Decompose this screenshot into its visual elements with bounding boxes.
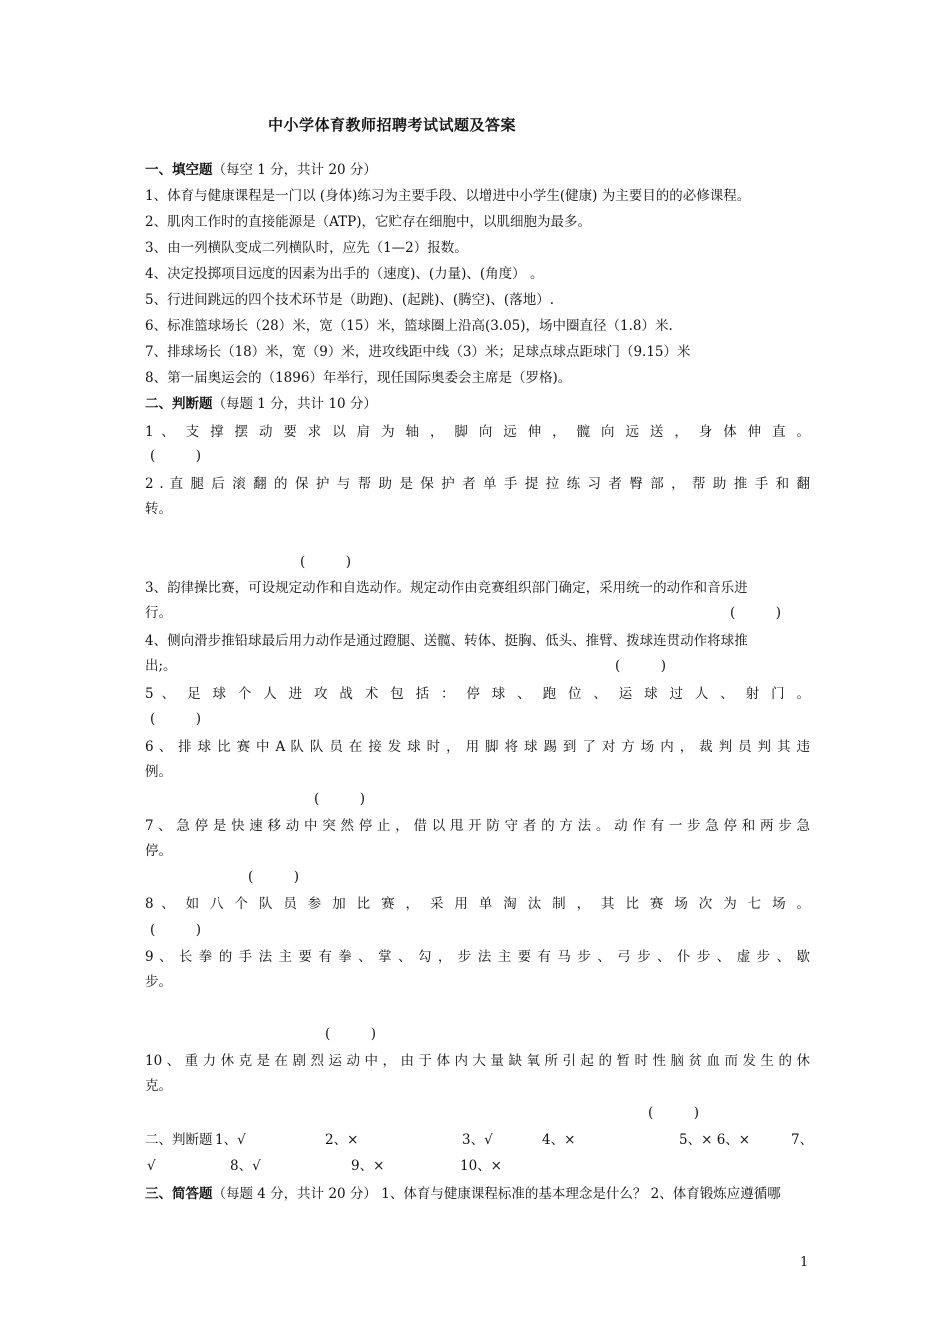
judge-question-7: 7 、 急 停 是 快 速 移 动 中 突 然 停 止 ， 借 以 甩 开 防 守 者 的 方 法 。 动 作 有 一 步 急 停 和 两 步 急 xyxy=(145,818,810,834)
section1-header xyxy=(145,160,377,180)
answer-blank-2: ( ) xyxy=(300,554,352,570)
section2-header xyxy=(145,394,377,414)
answer-10: 10、× xyxy=(460,1158,502,1174)
answer-blank-6: ( ) xyxy=(314,791,366,807)
answer-blank-1: ( ) xyxy=(150,448,202,464)
judge-question-3: 3、韵律操比赛，可设规定动作和自选动作。规定动作由竞赛组织部门确定，采用统一的动作和音乐进 xyxy=(145,580,748,596)
fill-question-4: 4、决定投掷项目远度的因素为出手的（速度)、(力量)、(角度） 。 xyxy=(145,266,544,282)
answer-4: 4、× xyxy=(542,1132,576,1148)
answer-7-mark: √ xyxy=(147,1158,156,1174)
answer-blank-8: ( ) xyxy=(150,922,202,938)
section3-note: （每题 4 分，共计 20 分） xyxy=(212,1186,377,1202)
section3-line xyxy=(145,1184,781,1204)
judge-question-2-cont: 转。 xyxy=(145,501,172,517)
judge-question-2: 2 . 直 腿 后 滚 翻 的 保 护 与 帮 助 是 保 护 者 单 手 提 拉 练 习 者 臀 部 ， 帮 助 推 手 和 翻 xyxy=(145,476,810,492)
document-title: 中小学体育教师招聘考试试题及答案 xyxy=(268,116,517,134)
judge-question-10: 10 、 重 力 休 克 是 在 剧 烈 运 动 中 ， 由 于 体 内 大 量 缺 氧 所 引 起 的 暂 时 性 脑 贫 血 而 发 生 的 休 xyxy=(145,1053,810,1069)
judge-question-5: 5 、 足 球 个 人 进 攻 战 术 包 括 ： 停 球 、 跑 位 、 运 球 过 人 、 射 门 。 xyxy=(145,686,810,702)
answer-9: 9、× xyxy=(351,1158,385,1174)
answer-2: 2、× xyxy=(325,1132,359,1148)
judge-question-4-cont: 出;。 xyxy=(145,658,177,674)
answer-blank-5: ( ) xyxy=(150,711,202,727)
judge-question-1: 1 、 支 撑 摆 动 要 求 以 肩 为 轴 ， 脚 向 远 伸 ， 髋 向 远 送 ， 身 体 伸 直 。 xyxy=(145,424,810,440)
fill-question-7: 7、排球场长（18）米，宽（9）米，进攻线距中线（3）米；足球点球点距球门（9.15）米 xyxy=(145,344,691,360)
fill-question-1: 1、体育与健康课程是一门以 (身体)练习为主要手段、以增进中小学生(健康) 为主要目的的必修课程。 xyxy=(145,188,751,204)
judge-question-10-cont: 克。 xyxy=(145,1078,172,1094)
judge-question-6: 6 、 排 球 比 赛 中 A 队 队 员 在 接 发 球 时 ， 用 脚 将 球 踢 到 了 对 方 场 内 ， 裁 判 员 判 其 违 xyxy=(145,739,810,755)
answer-blank-3: ( ) xyxy=(730,605,782,621)
answer-blank-7: ( ) xyxy=(248,869,300,885)
page-number: 1 xyxy=(800,1255,809,1270)
section3-heading: 三、简答题 xyxy=(145,1186,213,1202)
section1-heading: 一、填空题 xyxy=(145,162,213,178)
answers-label: 二、判断题 xyxy=(145,1132,213,1148)
fill-question-8: 8、第一届奥运会的（1896）年举行，现任国际奥委会主席是（罗格)。 xyxy=(145,370,572,386)
judge-question-8: 8 、 如 八 个 队 员 参 加 比 赛 ， 采 用 单 淘 汰 制 ， 其 比 赛 场 次 为 七 场 。 xyxy=(145,896,810,912)
answer-1: 1、√ xyxy=(215,1132,246,1148)
judge-question-6-cont: 例。 xyxy=(145,764,172,780)
answer-blank-10: ( ) xyxy=(648,1105,700,1121)
answer-5-6: 5、× 6、× xyxy=(679,1132,751,1148)
answer-8: 8、√ xyxy=(230,1158,261,1174)
section2-heading: 二、判断题 xyxy=(145,396,213,412)
answer-7-number: 7、 xyxy=(791,1132,814,1148)
answer-blank-4: ( ) xyxy=(615,658,667,674)
section1-note: （每空 1 分，共计 20 分） xyxy=(212,162,377,178)
fill-question-3: 3、由一列横队变成二列横队时，应先（1—2）报数。 xyxy=(145,240,468,256)
judge-question-7-cont: 停。 xyxy=(145,843,172,859)
judge-question-9: 9 、 长 拳 的 手 法 主 要 有 拳 、 掌 、 勾 ， 步 法 主 要 有 马 步 、 弓 步 、 仆 步 、 虚 步 、 歇 xyxy=(145,949,810,965)
judge-question-4: 4、侧向滑步推铅球最后用力动作是通过蹬腿、送髋、转体、挺胸、低头、推臂、拨球连贯动作将球推 xyxy=(145,633,748,649)
section3-text: 1、体育与健康课程标准的基本理念是什么？ 2、体育锻炼应遵循哪 xyxy=(376,1186,781,1202)
fill-question-2: 2、肌肉工作时的直接能源是（ATP)，它贮存在细胞中，以肌细胞为最多。 xyxy=(145,214,591,230)
answer-blank-9: ( ) xyxy=(325,1026,377,1042)
section2-note: （每题 1 分，共计 10 分） xyxy=(212,396,377,412)
answer-3: 3、√ xyxy=(462,1132,493,1148)
judge-question-3-cont: 行。 xyxy=(145,605,172,621)
fill-question-5: 5、行进间跳远的四个技术环节是（助跑)、(起跳)、(腾空)、(落地）. xyxy=(145,292,554,308)
fill-question-6: 6、标准篮球场长（28）米，宽（15）米，篮球圈上沿高(3.05)，场中圈直径（1.8）米. xyxy=(145,318,673,334)
judge-question-9-cont: 步。 xyxy=(145,974,172,990)
